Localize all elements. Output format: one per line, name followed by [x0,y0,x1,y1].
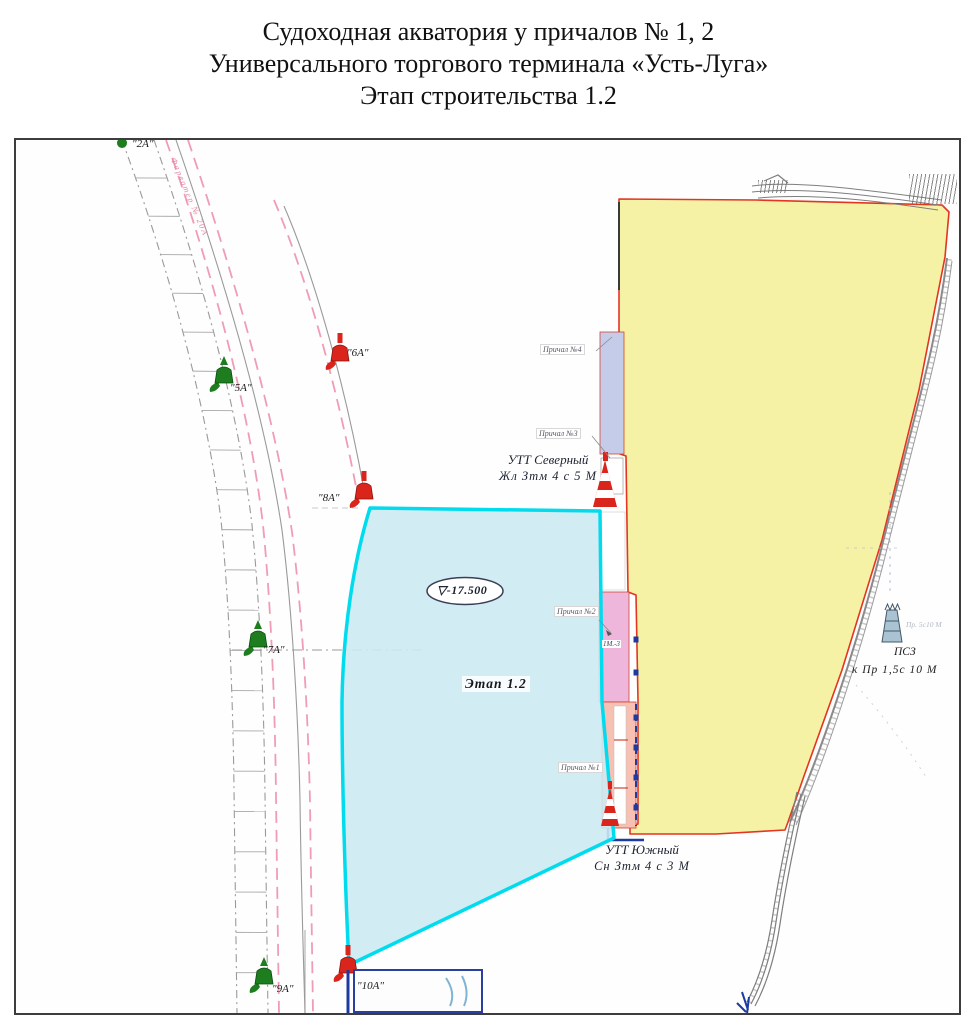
buoy-9a-label: "9А" [272,983,294,995]
water-area-stage-1-2 [342,508,614,965]
berth-4-3-strip [600,332,624,454]
buoy-2a-icon [117,140,127,148]
buoy-6a-label: "6А" [347,347,369,359]
terminal-south-light: Сн Зтм 4 с 3 М [594,859,690,873]
buoy-2a-label: "2А" [132,138,154,150]
drawing-title [0,16,977,112]
fairway-pink-lines [166,140,357,1013]
pier-hatch-large [909,174,957,204]
pier-hatch-small [758,180,788,193]
buoy-5a-label: "5А" [230,382,252,394]
berth-3-label: Причал №3 [536,428,581,439]
stage-area-label: Этап 1.2 [462,676,530,692]
chart-map [14,138,961,1015]
terminal-south-name: УТТ Южный [605,842,679,857]
berth-small-note: 1М.-3 [603,640,620,648]
title-line-1: Судоходная акватория у причалов № 1, 2 [262,17,715,46]
berth-white-box-2 [601,512,625,590]
title-line-2: Универсального торгового терминала «Усть-Луга» [208,49,769,78]
lighthouse-faint-note: Пр. 5с10 М [906,620,942,629]
berth-2-label: Причал №2 [554,606,599,617]
terminal-north-light: Жл Зтм 4 с 5 М [498,469,598,483]
terminal-north-name: УТТ Северный [507,452,589,467]
fairway-ladder [122,140,268,1013]
terminal-north-label [484,452,612,484]
terminal-south-label [552,842,732,874]
buoy-8a-label: "8А" [318,492,340,504]
buoy-7a-label: "7А" [263,644,285,656]
lighthouse-icon [882,604,902,642]
land-area [619,199,949,834]
buoy-9a-icon [250,957,273,993]
berth-1-inner [614,706,626,824]
buoy-10a-label: "10А" [357,980,384,992]
depth-mark-label: ▽-17.500 [437,583,488,597]
lighthouse-name-label: ПСЗ [894,646,916,658]
lighthouse-light-label: к Пр 1,5с 10 М [852,664,938,676]
title-line-3: Этап строительства 1.2 [360,81,617,110]
berth-1-label: Причал №1 [558,762,603,773]
map-drawing [16,140,959,1013]
berth-4-label: Причал №4 [540,344,585,355]
fairway-name-label: Фарватер № 20А [168,156,211,238]
